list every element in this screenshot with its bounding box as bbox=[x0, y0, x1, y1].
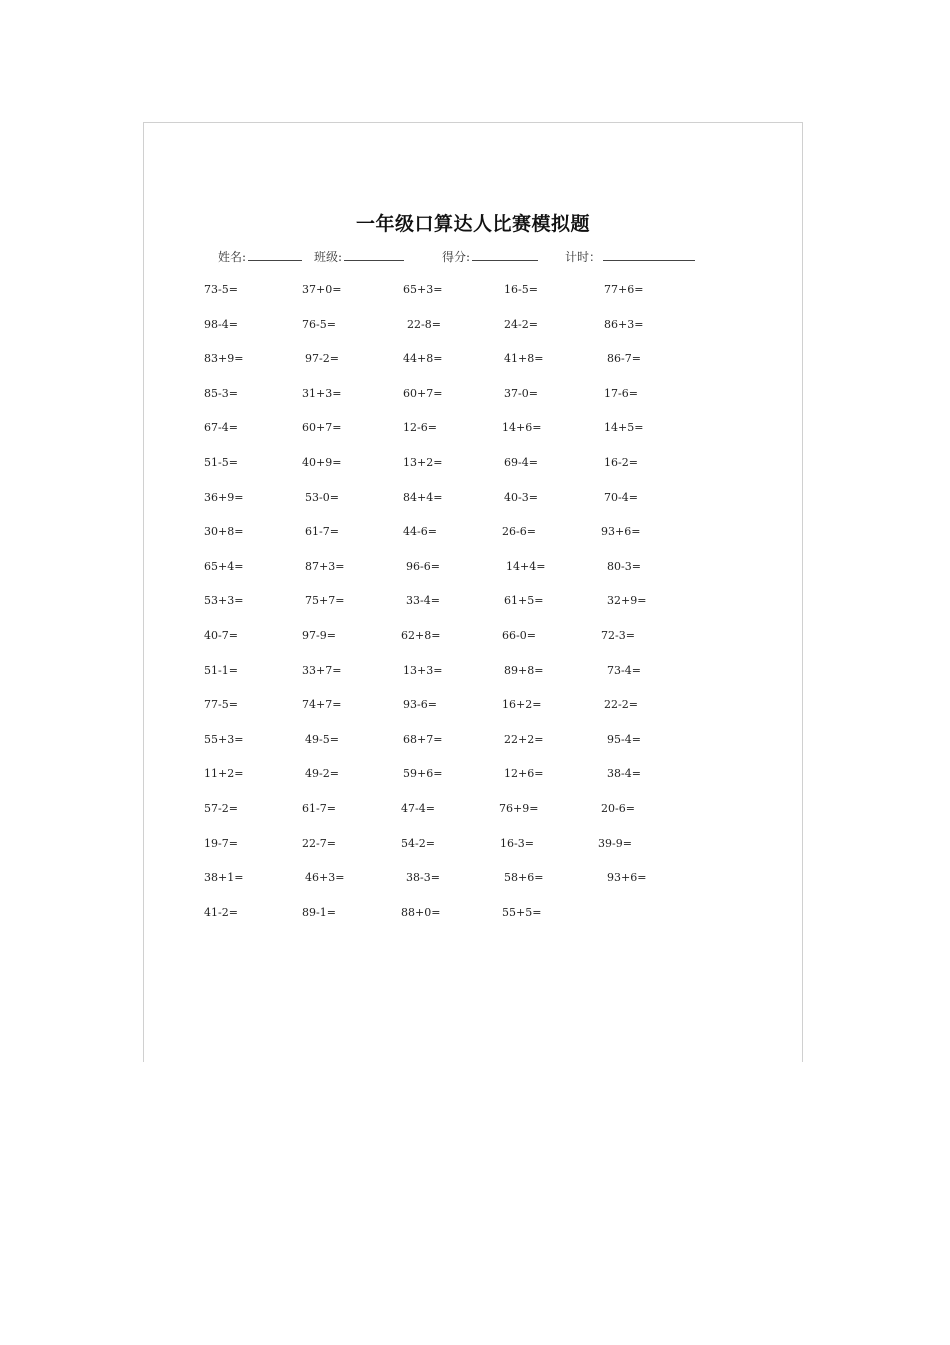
problem-item: 58+6= bbox=[504, 871, 544, 885]
score-label: 得分: bbox=[442, 250, 471, 264]
problem-item: 37-0= bbox=[504, 386, 538, 400]
problem-item: 95-4= bbox=[607, 732, 641, 746]
name-label: 姓名: bbox=[218, 250, 247, 264]
problem-item: 85-3= bbox=[204, 386, 238, 400]
problem-item: 33-4= bbox=[406, 594, 440, 608]
problem-item: 13+3= bbox=[403, 663, 443, 677]
problem-item: 97-2= bbox=[305, 352, 339, 366]
problem-item: 51-1= bbox=[204, 663, 238, 677]
problem-item: 73-4= bbox=[607, 663, 641, 677]
problem-item: 39-9= bbox=[598, 836, 632, 850]
problem-item: 11+2= bbox=[204, 767, 244, 781]
problem-item: 93+6= bbox=[601, 525, 641, 539]
problem-item: 68+7= bbox=[403, 732, 443, 746]
problem-item: 53+3= bbox=[204, 594, 244, 608]
problem-item: 32+9= bbox=[607, 594, 647, 608]
problem-item: 37+0= bbox=[302, 283, 342, 296]
problem-item: 89-1= bbox=[302, 905, 336, 919]
problem-item: 73-5= bbox=[204, 283, 238, 296]
problem-item: 84+4= bbox=[403, 490, 443, 504]
problem-item: 96-6= bbox=[406, 559, 440, 573]
problem-item: 77-5= bbox=[204, 698, 238, 712]
problem-item: 22-8= bbox=[407, 317, 441, 331]
problem-item: 38-4= bbox=[607, 767, 641, 781]
problem-item: 33+7= bbox=[302, 663, 342, 677]
problem-item: 44+8= bbox=[403, 352, 443, 366]
problem-item: 61-7= bbox=[305, 525, 339, 539]
problem-item: 16-2= bbox=[604, 456, 638, 469]
problem-item: 60+7= bbox=[302, 421, 342, 435]
problem-item: 14+5= bbox=[604, 421, 644, 435]
problem-item: 93-6= bbox=[403, 698, 437, 712]
problem-item: 46+3= bbox=[305, 871, 345, 885]
problem-item: 60+7= bbox=[403, 386, 443, 400]
problem-item: 98-4= bbox=[204, 317, 238, 331]
problem-item: 30+8= bbox=[204, 525, 244, 539]
problem-item: 16-5= bbox=[504, 283, 538, 296]
problem-item: 53-0= bbox=[305, 490, 339, 504]
problem-item: 69-4= bbox=[504, 456, 538, 469]
problem-item: 89+8= bbox=[504, 663, 544, 677]
problem-item: 55+3= bbox=[204, 732, 244, 746]
problem-item: 61+5= bbox=[504, 594, 544, 608]
problem-item: 51-5= bbox=[204, 456, 238, 469]
problem-item: 47-4= bbox=[401, 802, 435, 815]
problem-item: 74+7= bbox=[302, 698, 342, 712]
problem-item: 22-7= bbox=[302, 836, 336, 850]
problem-item: 40-7= bbox=[204, 629, 238, 642]
problem-item: 12+6= bbox=[504, 767, 544, 781]
problem-item: 59+6= bbox=[403, 767, 443, 781]
problem-item: 36+9= bbox=[204, 490, 244, 504]
problem-item: 65+4= bbox=[204, 559, 244, 573]
problem-item: 88+0= bbox=[401, 905, 441, 919]
problem-item: 24-2= bbox=[504, 317, 538, 331]
problem-item: 44-6= bbox=[403, 525, 437, 539]
worksheet-page bbox=[143, 122, 803, 1062]
problem-item: 40+9= bbox=[302, 456, 342, 469]
problem-item: 55+5= bbox=[502, 905, 542, 919]
problem-item: 75+7= bbox=[305, 594, 345, 608]
problem-item: 12-6= bbox=[403, 421, 437, 435]
problem-item: 14+6= bbox=[502, 421, 542, 435]
timer-label: 计时： bbox=[565, 250, 602, 264]
problem-item: 62+8= bbox=[401, 629, 441, 642]
problem-item: 22-2= bbox=[604, 698, 638, 712]
problem-item: 57-2= bbox=[204, 802, 238, 815]
problem-item: 77+6= bbox=[604, 283, 644, 296]
problem-item: 80-3= bbox=[607, 559, 641, 573]
problem-item: 76-5= bbox=[302, 317, 336, 331]
problem-item: 83+9= bbox=[204, 352, 244, 366]
problem-item: 49-5= bbox=[305, 732, 339, 746]
problem-item: 72-3= bbox=[601, 629, 635, 642]
problem-item: 61-7= bbox=[302, 802, 336, 815]
problem-item: 19-7= bbox=[204, 836, 238, 850]
problem-item: 41+8= bbox=[504, 352, 544, 366]
problem-item: 54-2= bbox=[401, 836, 435, 850]
problem-item: 76+9= bbox=[499, 802, 539, 815]
problem-item: 31+3= bbox=[302, 386, 342, 400]
problem-item: 16+2= bbox=[502, 698, 542, 712]
problem-item: 16-3= bbox=[500, 836, 534, 850]
problem-item: 86+3= bbox=[604, 317, 644, 331]
problem-item: 66-0= bbox=[502, 629, 536, 642]
problem-item: 38-3= bbox=[406, 871, 440, 885]
problem-item: 41-2= bbox=[204, 905, 238, 919]
problem-item: 65+3= bbox=[403, 283, 443, 296]
worksheet-title: 一年级口算达人比赛模拟题 bbox=[355, 213, 590, 235]
problem-item: 22+2= bbox=[504, 732, 544, 746]
problem-item: 20-6= bbox=[601, 802, 635, 815]
problem-item: 26-6= bbox=[502, 525, 536, 539]
problem-item: 38+1= bbox=[204, 871, 244, 885]
problem-item: 17-6= bbox=[604, 386, 638, 400]
problem-item: 67-4= bbox=[204, 421, 238, 435]
problem-item: 87+3= bbox=[305, 559, 345, 573]
problem-item: 13+2= bbox=[403, 456, 443, 469]
problem-item: 14+4= bbox=[506, 559, 546, 573]
problem-item: 93+6= bbox=[607, 871, 647, 885]
class-label: 班级: bbox=[314, 250, 343, 264]
problem-grid bbox=[144, 123, 802, 1062]
problem-item: 70-4= bbox=[604, 490, 638, 504]
problem-item: 97-9= bbox=[302, 629, 336, 642]
problem-item: 86-7= bbox=[607, 352, 641, 366]
problem-item: 40-3= bbox=[504, 490, 538, 504]
problem-item: 49-2= bbox=[305, 767, 339, 781]
